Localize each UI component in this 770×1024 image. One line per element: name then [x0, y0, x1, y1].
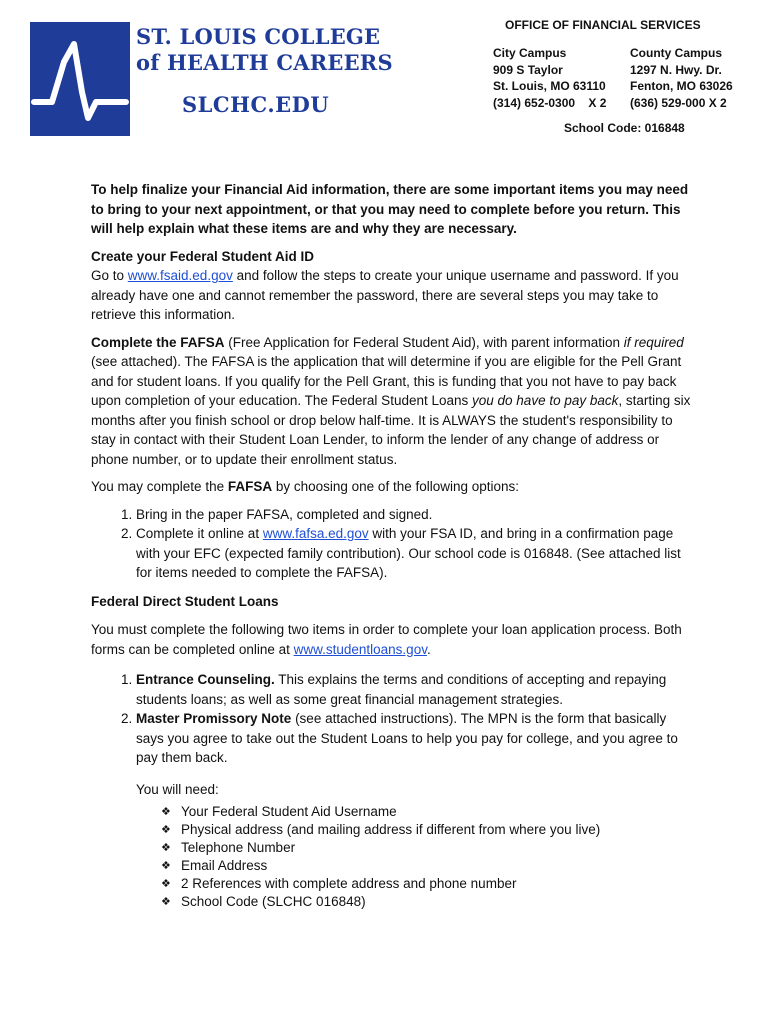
- list-item: ❖ School Code (SLCHC 016848): [161, 893, 691, 911]
- fafsa-options-post: by choosing one of the following options:: [272, 479, 520, 494]
- fsaid-link[interactable]: www.fsaid.ed.gov: [127, 268, 233, 283]
- fafsa-link[interactable]: www.fafsa.ed.gov: [262, 526, 369, 541]
- list-item: 1. Bring in the paper FAFSA, completed and signed.: [136, 505, 691, 525]
- fafsa-paragraph: [91, 333, 691, 470]
- office-title: OFFICE OF FINANCIAL SERVICES: [505, 18, 701, 32]
- list-item: [136, 670, 691, 709]
- logo-line-2: of HEALTH CAREERS: [136, 50, 393, 75]
- mpn-text: (see attached instructions). The MPN is the form that basically says you agree to take out the Student Loans to help you pay for college, and you agree to pay them back.: [136, 711, 678, 765]
- document-body: [91, 180, 691, 911]
- list-item: ❖ Your Federal Student Aid Username: [161, 803, 691, 821]
- city-campus: [493, 45, 606, 111]
- entrance-counseling-label: Entrance Counseling.: [136, 672, 275, 687]
- list-item: ❖ Physical address (and mailing address if different from where you live): [161, 821, 691, 839]
- fsa-id-text-post: and follow the steps to create your unique username and password. If you already have one and cannot remember the password, there are several steps you may take to retrieve this information.: [91, 268, 679, 322]
- fafsa-italic-2: you do have to pay back: [472, 393, 619, 408]
- logo-line-1: ST. LOUIS COLLEGE: [136, 24, 381, 49]
- school-code: School Code: 016848: [564, 121, 685, 135]
- fafsa-options-bold: FAFSA: [227, 479, 273, 494]
- option2-pre: Complete it online at: [136, 526, 263, 541]
- logo-college-name: [136, 24, 426, 76]
- fafsa-text-3: , starting six months after you finish school or drop below half-time. It is ALWAYS the student's responsibility to stay in contact with their Student Loan Lender, to inform the lender of any change of address or phone number, or to update their enrollment status.: [91, 393, 691, 467]
- loans-heading: Federal Direct Student Loans: [91, 593, 279, 609]
- loans-intro-pre: You must complete the following two items in order to complete your loan application process. Both forms can be completed online at: [91, 622, 682, 657]
- mpn-label: Master Promissory Note: [136, 711, 292, 726]
- city-campus-name: City Campus: [493, 46, 567, 60]
- loans-intro: [91, 620, 691, 659]
- list-item: [136, 709, 691, 768]
- fafsa-italic-1: if required: [623, 334, 684, 350]
- office-contact-block: [492, 18, 752, 135]
- logo-website: SLCHC.EDU: [182, 92, 330, 117]
- fafsa-options-pre: You may complete the: [91, 479, 228, 494]
- city-campus-citystate: St. Louis, MO 63110: [493, 79, 606, 93]
- college-logo: [30, 22, 430, 138]
- county-campus-phone: (636) 529-000 X 2: [630, 95, 727, 110]
- intro-paragraph: To help finalize your Financial Aid information, there are some important items you may need to bring to your next appointment, or that you may need to complete before you return. This will help explain what these items are and why they are necessary.: [91, 182, 689, 236]
- fafsa-text-2: (see attached). The FAFSA is the application that will determine if you are eligible for the Pell Grant and for student loans. If you qualify for the Pell Grant, this is funding that you not have to pay back upon completion of your education. The Federal Student Loans: [91, 354, 682, 408]
- list-item: [136, 524, 691, 583]
- heartbeat-logo-icon: [30, 22, 130, 136]
- city-campus-phone: (314) 652-0300 X 2: [493, 95, 607, 110]
- you-will-need-label: You will need:: [136, 781, 219, 797]
- fsa-id-text-pre: Go to: [91, 268, 128, 283]
- option2-post: with your FSA ID, and bring in a confirmation page with your EFC (expected family contribution). Our school code is 016848. (See attached list for items needed to complete the FAFSA).: [136, 526, 681, 580]
- fafsa-text-1: (Free Application for Federal Student Aid), with parent information: [224, 334, 624, 350]
- fsa-id-heading: Create your Federal Student Aid ID: [91, 248, 315, 264]
- list-item: ❖ Telephone Number: [161, 839, 691, 857]
- needs-list: [161, 803, 691, 911]
- entrance-counseling-text: This explains the terms and conditions of accepting and repaying students loans; as well as some great financial management strategies.: [136, 672, 667, 707]
- loans-intro-post: .: [426, 641, 431, 657]
- loan-steps-list: [91, 670, 691, 768]
- county-campus-name: County Campus: [630, 46, 723, 60]
- fafsa-lead: Complete the FAFSA: [91, 334, 225, 350]
- list-item: ❖ Email Address: [161, 857, 691, 875]
- county-campus: [630, 45, 733, 111]
- county-campus-street: 1297 N. Hwy. Dr.: [630, 62, 722, 77]
- fafsa-options-list: [91, 505, 691, 583]
- studentloans-link[interactable]: www.studentloans.gov: [293, 641, 427, 657]
- county-campus-citystate: Fenton, MO 63026: [630, 79, 733, 93]
- city-campus-street: 909 S Taylor: [493, 62, 563, 77]
- fsa-id-paragraph: [91, 266, 691, 325]
- list-item: ❖ 2 References with complete address and phone number: [161, 875, 691, 893]
- fafsa-options-intro: [91, 477, 691, 497]
